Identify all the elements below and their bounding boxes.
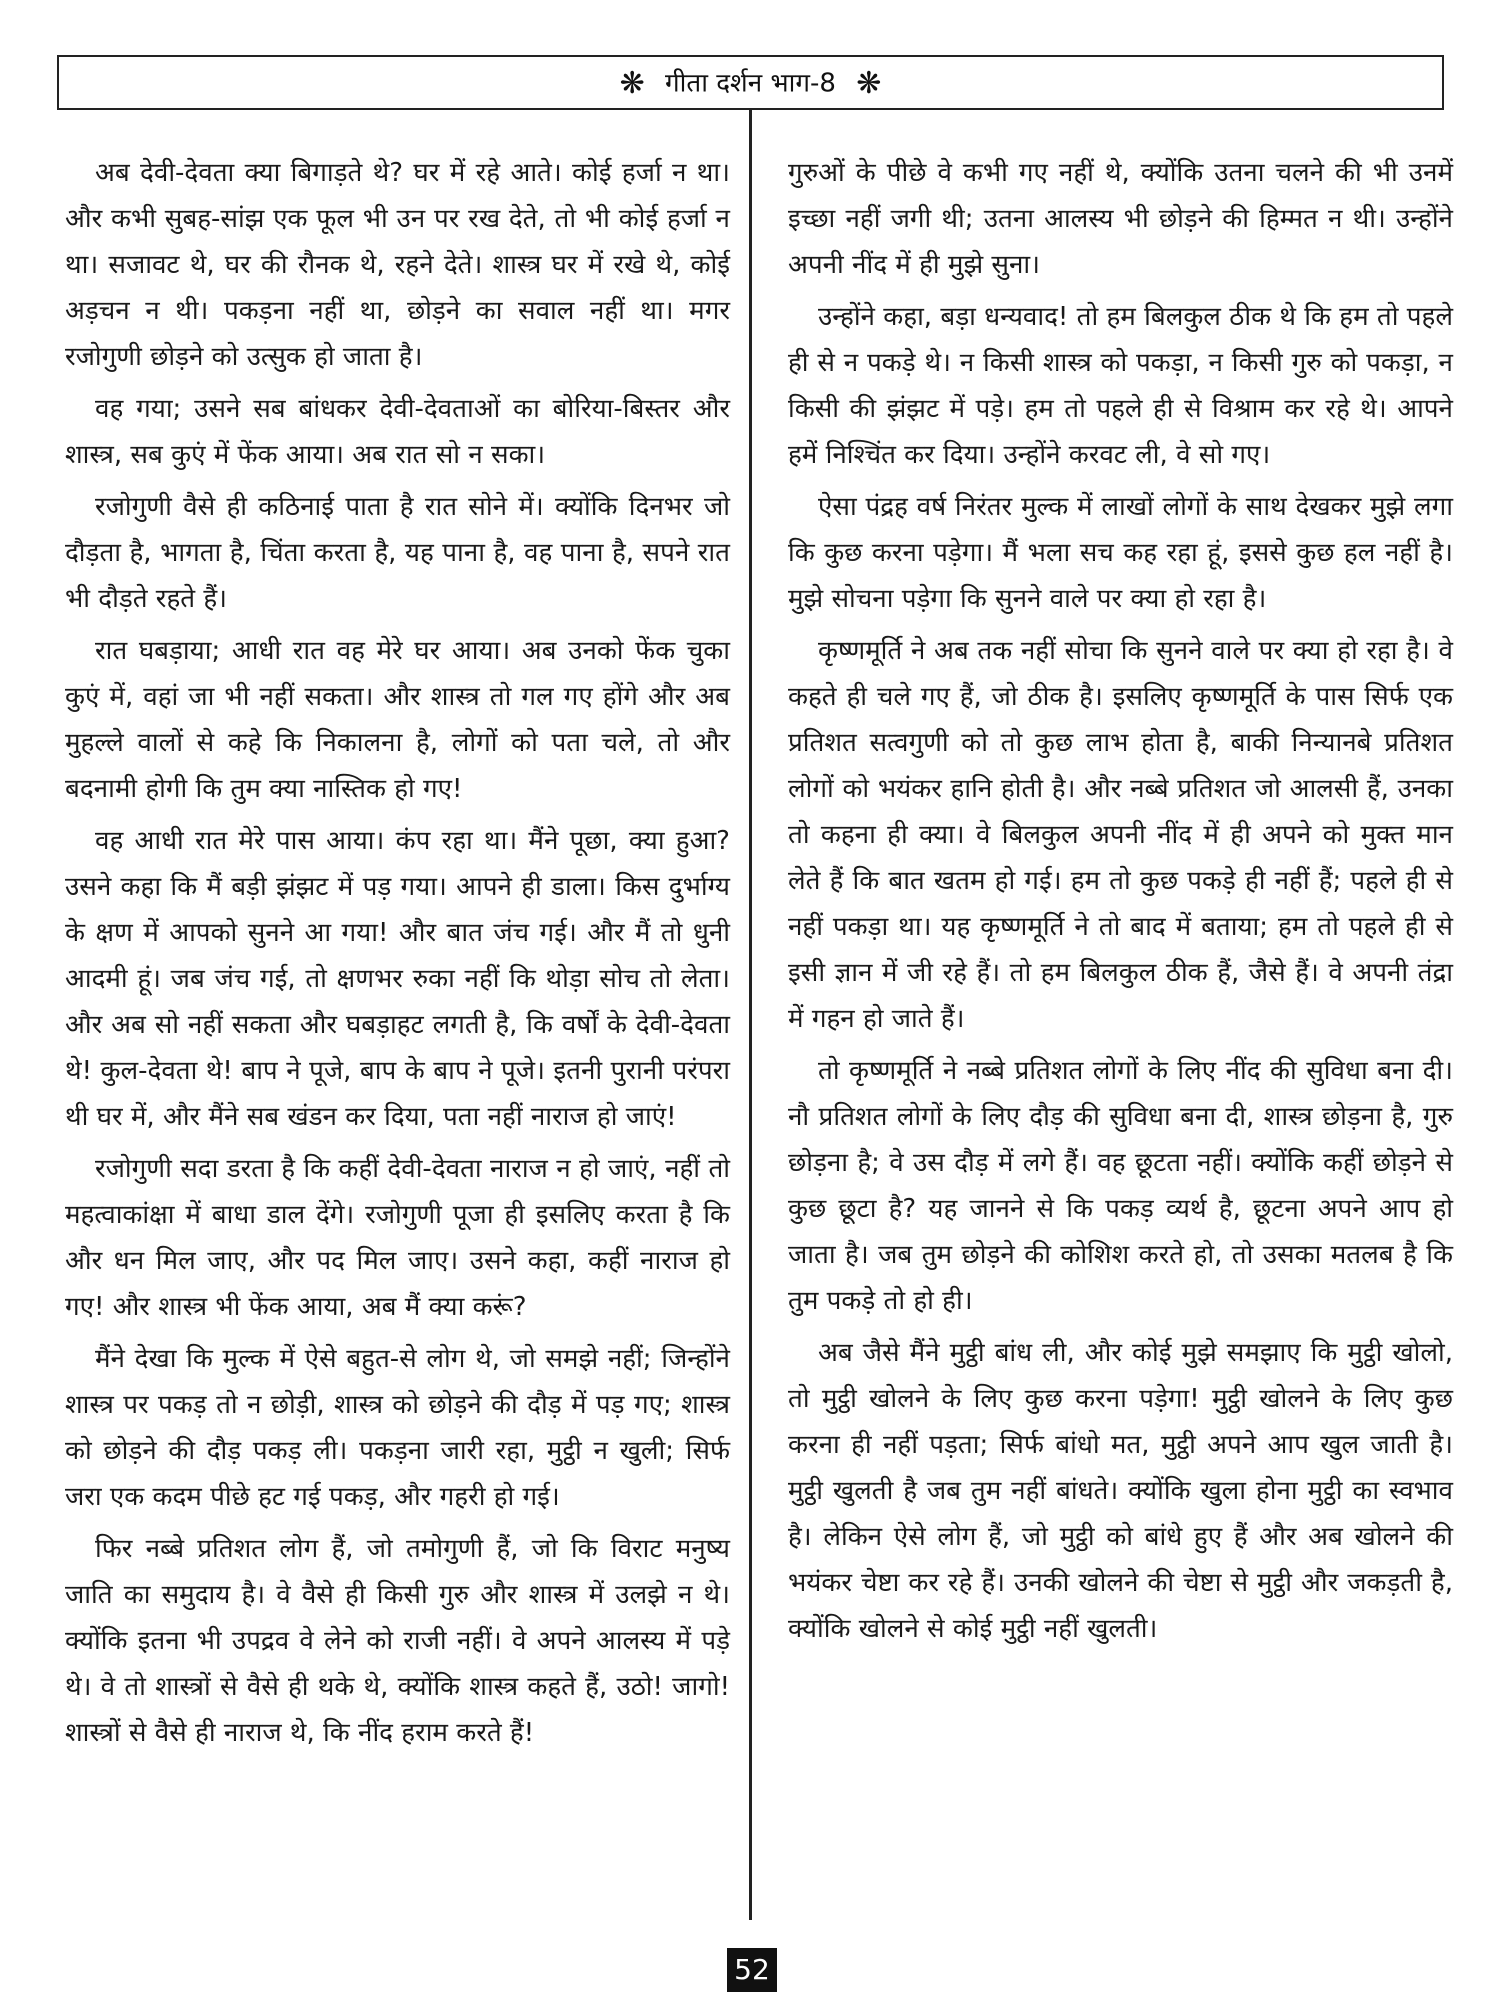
book-title: गीता दर्शन भाग-8 bbox=[665, 68, 836, 99]
snowflake-ornament-left-icon: ❋ bbox=[619, 65, 645, 101]
paragraph: ऐसा पंद्रह वर्ष निरंतर मुल्क में लाखों लोगों के साथ देखकर मुझे लगा कि कुछ करना पड़ेगा। मैं भला सच कह रहा हूं, इससे कुछ हल नहीं है। मुझे सोचना पड़ेगा कि सुनने वाले पर क्या हो रहा है। bbox=[788, 492, 1453, 614]
left-column bbox=[65, 150, 730, 1762]
paragraph: वह आधी रात मेरे पास आया। कंप रहा था। मैंने पूछा, क्या हुआ? उसने कहा कि मैं बड़ी झंझट में पड़ गया। आपने ही डाला। किस दुर्भाग्य के क्षण में आपको सुनने आ गया! और बात जंच गई। और मैं तो धुनी आदमी हूं। जब जंच गई, तो क्षणभर रुका नहीं कि थोड़ा सोच तो लेता। और अब सो नहीं सकता और घबड़ाहट लगती है, कि वर्षों के देवी-देवता थे! कुल-देवता थे! बाप ने पूजे, बाप के बाप ने पूजे। इतनी पुरानी परंपरा थी घर में, और मैंने सब खंडन कर दिया, पता नहीं नाराज हो जाएं! bbox=[65, 826, 730, 1132]
paragraph: रात घबड़ाया; आधी रात वह मेरे घर आया। अब उनको फेंक चुका कुएं में, वहां जा भी नहीं सकता। और शास्त्र तो गल गए होंगे और अब मुहल्ले वालों से कहे कि निकालना है, लोगों को पता चले, तो और बदनामी होगी कि तुम क्या नास्तिक हो गए! bbox=[65, 636, 730, 804]
column-divider bbox=[749, 110, 752, 1920]
header-title-row bbox=[59, 65, 1442, 102]
paragraph: कृष्णमूर्ति ने अब तक नहीं सोचा कि सुनने वाले पर क्या हो रहा है। वे कहते ही चले गए हैं, जो ठीक है। इसलिए कृष्णमूर्ति के पास सिर्फ एक प्रतिशत सत्वगुणी को तो कुछ लाभ होता है, बाकी निन्यानबे प्रतिशत लोगों को भयंकर हानि होती है। और नब्बे प्रतिशत जो आलसी हैं, उनका तो कहना ही क्या। वे बिलकुल अपनी नींद में ही अपने को मुक्त मान लेते हैं कि बात खतम हो गई। हम तो कुछ पकड़े ही नहीं हैं; पहले ही से नहीं पकड़ा था। यह कृष्णमूर्ति ने तो बाद में बताया; हम तो पहले ही से इसी ज्ञान में जी रहे हैं। तो हम बिलकुल ठीक हैं, जैसे हैं। वे अपनी तंद्रा में गहन हो जाते हैं। bbox=[788, 636, 1453, 1034]
paragraph: तो कृष्णमूर्ति ने नब्बे प्रतिशत लोगों के लिए नींद की सुविधा बना दी। नौ प्रतिशत लोगों के लिए दौड़ की सुविधा बना दी, शास्त्र छोड़ना है, गुरु छोड़ना है; वे उस दौड़ में लगे हैं। वह छूटता नहीं। क्योंकि कहीं छोड़ने से कुछ छूटा है? यह जानने से कि पकड़ व्यर्थ है, छूटना अपने आप हो जाता है। जब तुम छोड़ने की कोशिश करते हो, तो उसका मतलब है कि तुम पकड़े तो हो ही। bbox=[788, 1056, 1453, 1316]
snowflake-ornament-right-icon: ❋ bbox=[856, 65, 882, 101]
running-header bbox=[57, 55, 1444, 110]
paragraph: अब जैसे मैंने मुट्ठी बांध ली, और कोई मुझे समझाए कि मुट्ठी खोलो, तो मुट्ठी खोलने के लिए कुछ करना पड़ेगा! मुट्ठी खोलने के लिए कुछ करना ही नहीं पड़ता; सिर्फ बांधो मत, मुट्ठी अपने आप खुल जाती है। मुट्ठी खुलती है जब तुम नहीं बांधते। क्योंकि खुला होना मुट्ठी का स्वभाव है। लेकिन ऐसे लोग हैं, जो मुट्ठी को बांधे हुए हैं और अब खोलने की भयंकर चेष्टा कर रहे हैं। उनकी खोलने की चेष्टा से मुट्ठी और जकड़ती है, क्योंकि खोलने से कोई मुट्ठी नहीं खुलती। bbox=[788, 1338, 1453, 1644]
page-number: 52 bbox=[727, 1948, 777, 1992]
paragraph: उन्होंने कहा, बड़ा धन्यवाद! तो हम बिलकुल ठीक थे कि हम तो पहले ही से न पकड़े थे। न किसी शास्त्र को पकड़ा, न किसी गुरु को पकड़ा, न किसी की झंझट में पड़े। हम तो पहले ही से विश्राम कर रहे थे। आपने हमें निश्चिंत कर दिया। उन्होंने करवट ली, वे सो गए। bbox=[788, 302, 1453, 470]
paragraph: रजोगुणी सदा डरता है कि कहीं देवी-देवता नाराज न हो जाएं, नहीं तो महत्वाकांक्षा में बाधा डाल देंगे। रजोगुणी पूजा ही इसलिए करता है कि और धन मिल जाए, और पद मिल जाए। उसने कहा, कहीं नाराज हो गए! और शास्त्र भी फेंक आया, अब मैं क्या करूं? bbox=[65, 1154, 730, 1322]
paragraph: अब देवी-देवता क्या बिगाड़ते थे? घर में रहे आते। कोई हर्जा न था। और कभी सुबह-सांझ एक फूल भी उन पर रख देते, तो भी कोई हर्जा न था। सजावट थे, घर की रौनक थे, रहने देते। शास्त्र घर में रखे थे, कोई अड़चन न थी। पकड़ना नहीं था, छोड़ने का सवाल नहीं था। मगर रजोगुणी छोड़ने को उत्सुक हो जाता है। bbox=[65, 158, 730, 372]
paragraph: रजोगुणी वैसे ही कठिनाई पाता है रात सोने में। क्योंकि दिनभर जो दौड़ता है, भागता है, चिंता करता है, यह पाना है, वह पाना है, सपने रात भी दौड़ते रहते हैं। bbox=[65, 492, 730, 614]
paragraph: फिर नब्बे प्रतिशत लोग हैं, जो तमोगुणी हैं, जो कि विराट मनुष्य जाति का समुदाय है। वे वैसे ही किसी गुरु और शास्त्र में उलझे न थे। क्योंकि इतना भी उपद्रव वे लेने को राजी नहीं। वे अपने आलस्य में पड़े थे। वे तो शास्त्रों से वैसे ही थके थे, क्योंकि शास्त्र कहते हैं, उठो! जागो! शास्त्रों से वैसे ही नाराज थे, कि नींद हराम करते हैं! bbox=[65, 1534, 730, 1748]
paragraph: वह गया; उसने सब बांधकर देवी-देवताओं का बोरिया-बिस्तर और शास्त्र, सब कुएं में फेंक आया। अब रात सो न सका। bbox=[65, 394, 730, 470]
paragraph: गुरुओं के पीछे वे कभी गए नहीं थे, क्योंकि उतना चलने की भी उनमें इच्छा नहीं जगी थी; उतना आलस्य भी छोड़ने की हिम्मत न थी। उन्होंने अपनी नींद में ही मुझे सुना। bbox=[788, 158, 1453, 280]
right-column bbox=[788, 150, 1453, 1658]
paragraph: मैंने देखा कि मुल्क में ऐसे बहुत-से लोग थे, जो समझे नहीं; जिन्होंने शास्त्र पर पकड़ तो न छोड़ी, शास्त्र को छोड़ने की दौड़ में पड़ गए; शास्त्र को छोड़ने की दौड़ पकड़ ली। पकड़ना जारी रहा, मुट्ठी न खुली; सिर्फ जरा एक कदम पीछे हट गई पकड़, और गहरी हो गई। bbox=[65, 1344, 730, 1512]
